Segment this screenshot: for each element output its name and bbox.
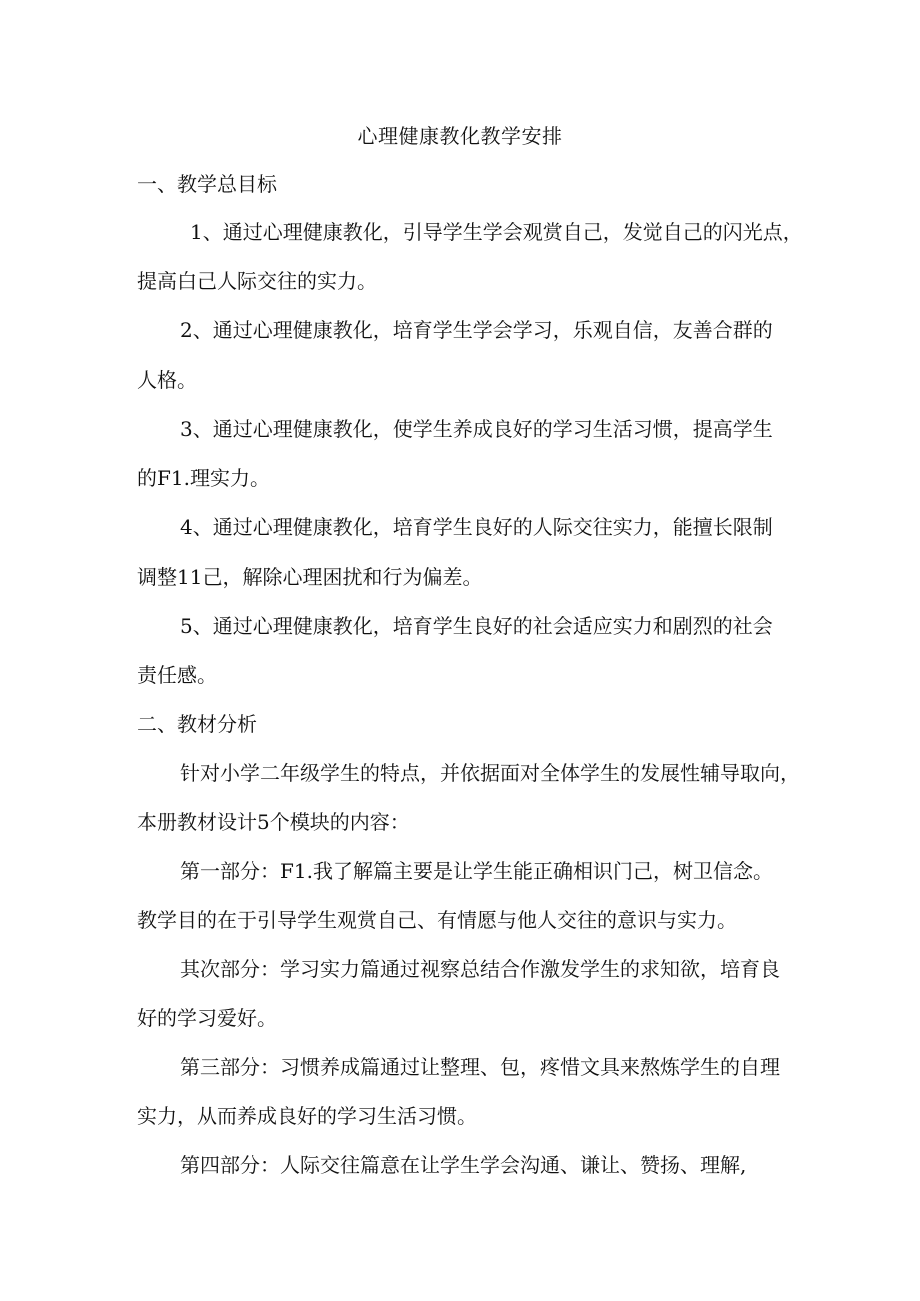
part-1-line-2: 教学目的在于引导学生观赏自己、有情愿与他人交往的意识与实力。 <box>137 908 737 932</box>
part-3-line-1: 第三部分：习惯养成篇通过让整理、包，疼惜文具来熬炼学生的自理 <box>180 1055 780 1079</box>
goal-2-line-1: 2、通过心理健康教化，培育学生学会学习，乐观自信，友善合群的 <box>180 318 773 342</box>
part-2-line-2: 好的学习爱好。 <box>137 1006 277 1030</box>
materials-intro-line-2: 本册教材设计5个模块的内容： <box>137 810 410 834</box>
goal-4-line-2: 调整11己，解除心理困扰和行为偏差。 <box>137 565 483 589</box>
part-3-line-2: 实力，从而养成良好的学习生活习惯。 <box>137 1104 477 1128</box>
part-1-line-1: 第一部分：F1.我了解篇主要是让学生能正确相识门己，树卫信念。 <box>180 859 773 883</box>
materials-intro-line-1: 针对小学二年级学生的特点，并依据面对全体学生的发展性辅导取向， <box>180 761 800 785</box>
goal-1-line-2: 提高白己人际交往的实力。 <box>137 269 377 293</box>
section-heading-materials: 二、教材分析 <box>137 712 257 736</box>
goal-3-line-2: 的F1.理实力。 <box>137 466 270 490</box>
section-heading-goals: 一、教学总目标 <box>137 172 277 196</box>
goal-2-line-2: 人格。 <box>137 368 197 392</box>
goal-4-line-1: 4、通过心理健康教化，培育学生良好的人际交往实力，能擅长限制 <box>180 515 773 539</box>
goal-5-line-2: 责任感。 <box>137 663 217 687</box>
document-title: 心理健康教化教学安排 <box>357 124 563 148</box>
goal-3-line-1: 3、通过心理健康教化，使学生养成良好的学习生活习惯，提高学生 <box>180 417 773 441</box>
goal-5-line-1: 5、通过心理健康教化，培育学生良好的社会适应实力和剧烈的社会 <box>180 614 773 638</box>
part-4-line-1: 第四部分：人际交往篇意在让学生学会沟通、谦让、赞扬、理解, <box>180 1153 747 1177</box>
goal-1-line-1: 1、通过心理健康教化，引导学生学会观赏自己，发觉自己的闪光点， <box>190 220 803 244</box>
part-2-line-1: 其次部分：学习实力篇通过视察总结合作激发学生的求知欲，培育良 <box>180 957 780 981</box>
